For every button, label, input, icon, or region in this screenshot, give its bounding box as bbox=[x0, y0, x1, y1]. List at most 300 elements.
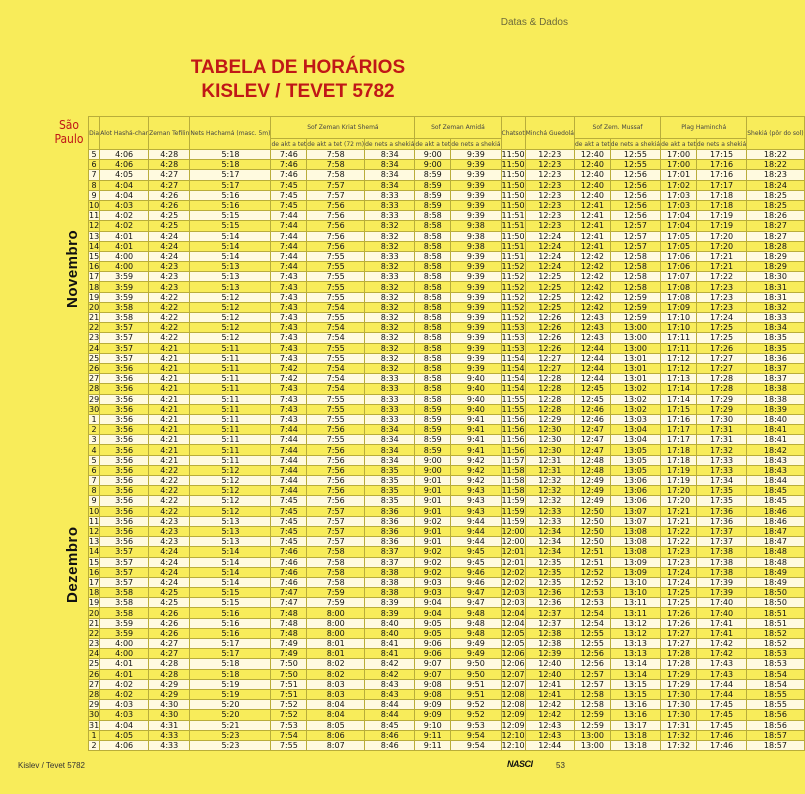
time-cell: 9:45 bbox=[451, 547, 501, 557]
time-cell: 7:54 bbox=[307, 374, 365, 384]
time-cell: 5:18 bbox=[190, 160, 271, 170]
time-cell: 12:04 bbox=[501, 618, 525, 628]
subheader: de nets a shekiá bbox=[696, 140, 747, 148]
time-cell: 9:48 bbox=[451, 608, 501, 618]
time-cell: 8:46 bbox=[365, 740, 415, 750]
time-cell: 17:07 bbox=[661, 272, 697, 282]
time-cell: 17:19 bbox=[696, 211, 746, 221]
day-cell: 18 bbox=[89, 282, 100, 292]
time-cell: 3:56 bbox=[100, 516, 149, 526]
time-cell: 17:16 bbox=[661, 414, 697, 424]
time-cell: 17:02 bbox=[661, 180, 697, 190]
time-cell: 4:21 bbox=[149, 343, 190, 353]
time-cell: 13:14 bbox=[610, 669, 660, 679]
time-cell: 18:54 bbox=[747, 669, 804, 679]
time-cell: 4:03 bbox=[100, 710, 149, 720]
time-cell: 13:12 bbox=[610, 628, 660, 638]
time-cell: 11:52 bbox=[501, 292, 525, 302]
time-cell: 11:50 bbox=[501, 170, 525, 180]
time-cell: 9:11 bbox=[415, 740, 451, 750]
time-cell: 12:58 bbox=[610, 272, 660, 282]
time-cell: 5:11 bbox=[190, 384, 271, 394]
time-cell: 9:42 bbox=[451, 455, 501, 465]
time-cell: 18:51 bbox=[747, 618, 804, 628]
time-cell: 12:23 bbox=[525, 170, 574, 180]
time-cell: 11:50 bbox=[501, 190, 525, 200]
time-cell: 4:23 bbox=[149, 262, 190, 272]
time-cell: 9:41 bbox=[451, 425, 501, 435]
day-cell: 30 bbox=[89, 404, 100, 414]
time-cell: 17:19 bbox=[661, 465, 697, 475]
table-row bbox=[89, 262, 805, 272]
time-cell: 5:18 bbox=[190, 150, 271, 160]
time-cell: 11:52 bbox=[501, 313, 525, 323]
time-cell: 4:28 bbox=[149, 659, 190, 669]
time-cell: 12:03 bbox=[501, 588, 525, 598]
time-cell: 12:32 bbox=[525, 486, 574, 496]
time-cell: 17:36 bbox=[696, 516, 746, 526]
time-cell: 7:44 bbox=[271, 465, 307, 475]
time-cell: 4:22 bbox=[149, 486, 190, 496]
table-row bbox=[89, 577, 805, 587]
time-cell: 9:39 bbox=[451, 211, 501, 221]
time-cell: 8:33 bbox=[365, 200, 415, 210]
time-cell: 12:56 bbox=[610, 200, 660, 210]
time-cell: 3:56 bbox=[100, 384, 149, 394]
day-cell: 19 bbox=[89, 292, 100, 302]
time-cell: 5:12 bbox=[190, 313, 271, 323]
time-cell: 12:49 bbox=[574, 476, 610, 486]
time-cell: 7:45 bbox=[271, 526, 307, 536]
time-cell: 3:56 bbox=[100, 374, 149, 384]
time-cell: 9:39 bbox=[451, 170, 501, 180]
time-cell: 4:00 bbox=[100, 639, 149, 649]
day-cell: 15 bbox=[89, 557, 100, 567]
time-cell: 8:32 bbox=[365, 313, 415, 323]
col-header-shekia: Shekiá (pôr do sol) bbox=[747, 117, 804, 150]
time-cell: 8:58 bbox=[415, 343, 451, 353]
table-row bbox=[89, 282, 805, 292]
time-cell: 17:18 bbox=[661, 455, 697, 465]
time-cell: 9:02 bbox=[415, 557, 451, 567]
time-cell: 4:28 bbox=[149, 160, 190, 170]
time-cell: 13:00 bbox=[574, 730, 610, 740]
time-cell: 12:48 bbox=[574, 465, 610, 475]
time-cell: 3:59 bbox=[100, 628, 149, 638]
time-cell: 13:02 bbox=[610, 404, 660, 414]
time-cell: 8:58 bbox=[415, 282, 451, 292]
time-cell: 7:48 bbox=[271, 608, 307, 618]
time-cell: 13:00 bbox=[574, 740, 610, 750]
time-cell: 4:01 bbox=[100, 659, 149, 669]
time-cell: 9:45 bbox=[451, 557, 501, 567]
time-cell: 12:56 bbox=[610, 170, 660, 180]
time-cell: 12:41 bbox=[574, 221, 610, 231]
time-cell: 3:57 bbox=[100, 323, 149, 333]
time-cell: 9:49 bbox=[451, 639, 501, 649]
time-cell: 4:21 bbox=[149, 435, 190, 445]
time-cell: 17:16 bbox=[696, 170, 746, 180]
table-row bbox=[89, 740, 805, 750]
time-cell: 12:59 bbox=[574, 720, 610, 730]
time-cell: 8:59 bbox=[415, 180, 451, 190]
time-cell: 17:21 bbox=[661, 516, 697, 526]
time-cell: 7:44 bbox=[271, 455, 307, 465]
time-cell: 8:32 bbox=[365, 323, 415, 333]
day-cell: 31 bbox=[89, 720, 100, 730]
table-row bbox=[89, 445, 805, 455]
time-cell: 7:46 bbox=[271, 567, 307, 577]
time-cell: 7:56 bbox=[307, 476, 365, 486]
time-cell: 5:16 bbox=[190, 608, 271, 618]
time-cell: 17:18 bbox=[661, 445, 697, 455]
time-cell: 12:05 bbox=[501, 628, 525, 638]
time-cell: 5:12 bbox=[190, 486, 271, 496]
time-cell: 9:01 bbox=[415, 496, 451, 506]
time-cell: 12:41 bbox=[525, 679, 574, 689]
table-row bbox=[89, 221, 805, 231]
time-cell: 7:56 bbox=[307, 221, 365, 231]
day-cell: 18 bbox=[89, 588, 100, 598]
time-cell: 12:32 bbox=[525, 476, 574, 486]
time-cell: 8:43 bbox=[365, 689, 415, 699]
time-cell: 13:02 bbox=[610, 384, 660, 394]
time-cell: 12:58 bbox=[574, 700, 610, 710]
time-cell: 9:39 bbox=[451, 343, 501, 353]
time-cell: 12:50 bbox=[574, 516, 610, 526]
time-cell: 17:32 bbox=[661, 730, 697, 740]
time-cell: 7:51 bbox=[271, 679, 307, 689]
time-cell: 4:22 bbox=[149, 333, 190, 343]
time-cell: 3:57 bbox=[100, 333, 149, 343]
time-cell: 8:58 bbox=[415, 363, 451, 373]
time-cell: 8:44 bbox=[365, 700, 415, 710]
day-cell: 10 bbox=[89, 506, 100, 516]
month-label-december: Dezembro bbox=[64, 526, 81, 603]
time-cell: 7:55 bbox=[307, 414, 365, 424]
time-cell: 12:05 bbox=[501, 639, 525, 649]
time-cell: 17:05 bbox=[661, 241, 697, 251]
time-cell: 5:18 bbox=[190, 659, 271, 669]
time-cell: 7:47 bbox=[271, 588, 307, 598]
time-cell: 4:26 bbox=[149, 628, 190, 638]
time-cell: 12:40 bbox=[525, 669, 574, 679]
time-cell: 12:42 bbox=[574, 302, 610, 312]
time-cell: 4:21 bbox=[149, 425, 190, 435]
time-cell: 3:56 bbox=[100, 435, 149, 445]
table-row bbox=[89, 414, 805, 424]
time-cell: 13:08 bbox=[610, 547, 660, 557]
time-cell: 3:57 bbox=[100, 577, 149, 587]
time-cell: 12:27 bbox=[525, 353, 574, 363]
time-cell: 8:33 bbox=[365, 190, 415, 200]
time-cell: 7:43 bbox=[271, 394, 307, 404]
time-cell: 11:52 bbox=[501, 262, 525, 272]
time-cell: 9:39 bbox=[451, 282, 501, 292]
time-cell: 7:42 bbox=[271, 374, 307, 384]
time-cell: 18:30 bbox=[747, 272, 804, 282]
time-cell: 12:57 bbox=[610, 241, 660, 251]
table-row bbox=[89, 363, 805, 373]
day-cell: 25 bbox=[89, 353, 100, 363]
time-cell: 4:22 bbox=[149, 302, 190, 312]
subheader: de nets a shekiá bbox=[610, 140, 661, 148]
time-cell: 9:39 bbox=[451, 302, 501, 312]
time-cell: 9:02 bbox=[415, 567, 451, 577]
time-cell: 17:26 bbox=[661, 618, 697, 628]
time-cell: 7:57 bbox=[307, 537, 365, 547]
time-cell: 12:46 bbox=[574, 404, 610, 414]
time-cell: 17:10 bbox=[661, 323, 697, 333]
time-cell: 17:17 bbox=[661, 435, 697, 445]
time-cell: 5:12 bbox=[190, 302, 271, 312]
time-cell: 9:38 bbox=[451, 221, 501, 231]
day-cell: 10 bbox=[89, 201, 100, 211]
time-cell: 17:00 bbox=[661, 160, 697, 170]
time-cell: 9:04 bbox=[415, 598, 451, 608]
table-row bbox=[89, 343, 805, 353]
time-cell: 4:22 bbox=[149, 313, 190, 323]
time-cell: 12:43 bbox=[525, 720, 574, 730]
time-cell: 9:44 bbox=[451, 526, 501, 536]
time-cell: 11:53 bbox=[501, 323, 525, 333]
time-cell: 7:44 bbox=[271, 425, 307, 435]
day-cell: 23 bbox=[89, 639, 100, 649]
time-cell: 18:56 bbox=[747, 710, 804, 720]
time-cell: 5:15 bbox=[190, 588, 271, 598]
day-cell: 12 bbox=[89, 221, 100, 231]
time-cell: 5:11 bbox=[190, 404, 271, 414]
subheader: de akt a tet (72 m) bbox=[307, 140, 365, 148]
time-cell: 8:07 bbox=[307, 740, 365, 750]
day-cell: 1 bbox=[89, 414, 100, 424]
time-cell: 17:38 bbox=[696, 547, 746, 557]
time-cell: 8:05 bbox=[307, 720, 365, 730]
time-cell: 5:11 bbox=[190, 425, 271, 435]
time-cell: 8:33 bbox=[365, 394, 415, 404]
time-cell: 12:03 bbox=[501, 598, 525, 608]
day-cell: 19 bbox=[89, 598, 100, 608]
time-cell: 12:41 bbox=[525, 689, 574, 699]
time-cell: 18:46 bbox=[747, 506, 804, 516]
time-cell: 13:16 bbox=[610, 710, 660, 720]
time-cell: 7:54 bbox=[307, 302, 365, 312]
time-cell: 8:58 bbox=[415, 302, 451, 312]
time-cell: 17:23 bbox=[661, 547, 697, 557]
time-cell: 4:24 bbox=[149, 577, 190, 587]
time-cell: 17:27 bbox=[661, 628, 697, 638]
time-cell: 4:28 bbox=[149, 150, 190, 160]
time-cell: 17:04 bbox=[661, 211, 697, 221]
time-cell: 18:37 bbox=[747, 374, 804, 384]
time-cell: 13:06 bbox=[610, 486, 660, 496]
time-cell: 5:16 bbox=[190, 190, 271, 200]
time-cell: 17:06 bbox=[661, 262, 697, 272]
time-cell: 7:56 bbox=[307, 211, 365, 221]
time-cell: 5:16 bbox=[190, 618, 271, 628]
time-cell: 18:48 bbox=[747, 547, 804, 557]
time-cell: 13:13 bbox=[610, 639, 660, 649]
time-cell: 4:30 bbox=[149, 700, 190, 710]
time-cell: 7:55 bbox=[271, 740, 307, 750]
time-cell: 9:43 bbox=[451, 486, 501, 496]
time-cell: 5:15 bbox=[190, 211, 271, 221]
time-cell: 9:03 bbox=[415, 588, 451, 598]
table-row bbox=[89, 231, 805, 241]
time-cell: 12:42 bbox=[574, 262, 610, 272]
time-cell: 12:57 bbox=[574, 669, 610, 679]
time-cell: 11:59 bbox=[501, 506, 525, 516]
col-header-alot: Alot Hashá-char bbox=[100, 117, 149, 150]
time-cell: 17:28 bbox=[696, 374, 746, 384]
time-cell: 12:46 bbox=[574, 414, 610, 424]
table-row bbox=[89, 292, 805, 302]
time-cell: 7:53 bbox=[271, 720, 307, 730]
time-cell: 13:06 bbox=[610, 496, 660, 506]
day-cell: 22 bbox=[89, 628, 100, 638]
time-cell: 13:05 bbox=[610, 465, 660, 475]
time-cell: 11:56 bbox=[501, 425, 525, 435]
day-cell: 9 bbox=[89, 496, 100, 506]
city-label bbox=[52, 118, 86, 146]
table-row bbox=[89, 404, 805, 414]
time-cell: 3:56 bbox=[100, 526, 149, 536]
time-cell: 8:32 bbox=[365, 262, 415, 272]
time-cell: 5:23 bbox=[190, 740, 271, 750]
time-cell: 7:55 bbox=[307, 394, 365, 404]
time-cell: 8:34 bbox=[365, 435, 415, 445]
time-cell: 11:55 bbox=[501, 404, 525, 414]
time-cell: 11:50 bbox=[501, 160, 525, 170]
time-cell: 4:27 bbox=[149, 180, 190, 190]
time-cell: 9:03 bbox=[415, 577, 451, 587]
time-cell: 7:46 bbox=[271, 150, 307, 160]
time-cell: 12:06 bbox=[501, 659, 525, 669]
time-cell: 9:53 bbox=[451, 720, 501, 730]
time-cell: 8:34 bbox=[365, 455, 415, 465]
time-cell: 12:28 bbox=[525, 374, 574, 384]
time-cell: 17:26 bbox=[661, 608, 697, 618]
time-cell: 5:11 bbox=[190, 353, 271, 363]
table-row bbox=[89, 374, 805, 384]
time-cell: 17:45 bbox=[696, 700, 746, 710]
time-cell: 8:00 bbox=[307, 618, 365, 628]
time-cell: 7:54 bbox=[271, 730, 307, 740]
time-cell: 18:25 bbox=[747, 200, 804, 210]
time-cell: 17:23 bbox=[661, 557, 697, 567]
time-cell: 8:32 bbox=[365, 292, 415, 302]
time-cell: 17:15 bbox=[696, 150, 746, 160]
time-cell: 8:58 bbox=[415, 211, 451, 221]
time-cell: 12:36 bbox=[525, 598, 574, 608]
day-cell: 16 bbox=[89, 567, 100, 577]
table-row bbox=[89, 333, 805, 343]
time-cell: 12:07 bbox=[501, 669, 525, 679]
time-cell: 4:28 bbox=[149, 669, 190, 679]
time-cell: 12:24 bbox=[525, 231, 574, 241]
time-cell: 9:01 bbox=[415, 537, 451, 547]
time-cell: 11:50 bbox=[501, 180, 525, 190]
time-cell: 12:41 bbox=[574, 231, 610, 241]
time-cell: 9:38 bbox=[451, 231, 501, 241]
time-cell: 17:31 bbox=[696, 425, 746, 435]
time-cell: 7:45 bbox=[271, 506, 307, 516]
time-cell: 18:44 bbox=[747, 476, 804, 486]
time-cell: 7:43 bbox=[271, 343, 307, 353]
time-cell: 12:56 bbox=[610, 190, 660, 200]
time-cell: 17:37 bbox=[696, 526, 746, 536]
time-cell: 18:47 bbox=[747, 537, 804, 547]
time-cell: 17:25 bbox=[661, 588, 697, 598]
time-cell: 7:44 bbox=[271, 231, 307, 241]
time-cell: 17:22 bbox=[696, 272, 746, 282]
time-cell: 18:31 bbox=[747, 292, 804, 302]
time-cell: 5:13 bbox=[190, 526, 271, 536]
time-cell: 7:51 bbox=[271, 689, 307, 699]
time-cell: 17:08 bbox=[661, 292, 697, 302]
day-cell: 5 bbox=[89, 150, 100, 160]
time-cell: 7:44 bbox=[271, 486, 307, 496]
time-cell: 12:43 bbox=[574, 313, 610, 323]
time-cell: 18:23 bbox=[747, 170, 804, 180]
time-cell: 12:53 bbox=[574, 588, 610, 598]
time-cell: 12:37 bbox=[525, 608, 574, 618]
time-cell: 12:51 bbox=[574, 547, 610, 557]
time-cell: 5:12 bbox=[190, 333, 271, 343]
time-cell: 5:17 bbox=[190, 639, 271, 649]
time-cell: 3:56 bbox=[100, 496, 149, 506]
time-cell: 7:58 bbox=[307, 547, 365, 557]
time-cell: 13:09 bbox=[610, 557, 660, 567]
time-cell: 9:04 bbox=[415, 608, 451, 618]
col-header-tefilin: Zeman Tefilin bbox=[149, 117, 190, 150]
time-cell: 17:22 bbox=[661, 537, 697, 547]
time-cell: 12:37 bbox=[525, 618, 574, 628]
time-cell: 5:13 bbox=[190, 537, 271, 547]
time-cell: 5:15 bbox=[190, 221, 271, 231]
time-cell: 17:37 bbox=[696, 537, 746, 547]
time-cell: 8:00 bbox=[307, 608, 365, 618]
time-cell: 17:41 bbox=[696, 628, 746, 638]
time-cell: 8:32 bbox=[365, 231, 415, 241]
time-cell: 4:26 bbox=[149, 618, 190, 628]
time-cell: 4:23 bbox=[149, 272, 190, 282]
day-cell: 26 bbox=[89, 669, 100, 679]
table-row bbox=[89, 170, 805, 180]
time-cell: 12:41 bbox=[574, 241, 610, 251]
time-cell: 7:45 bbox=[271, 200, 307, 210]
time-cell: 9:39 bbox=[451, 323, 501, 333]
time-cell: 17:21 bbox=[661, 506, 697, 516]
time-cell: 18:36 bbox=[747, 353, 804, 363]
time-cell: 8:58 bbox=[415, 333, 451, 343]
time-cell: 9:00 bbox=[415, 465, 451, 475]
time-cell: 4:00 bbox=[100, 262, 149, 272]
time-cell: 12:33 bbox=[525, 506, 574, 516]
time-cell: 9:46 bbox=[451, 577, 501, 587]
time-cell: 13:06 bbox=[610, 476, 660, 486]
time-cell: 12:07 bbox=[501, 679, 525, 689]
time-cell: 5:14 bbox=[190, 241, 271, 251]
time-cell: 17:16 bbox=[696, 160, 746, 170]
time-cell: 18:56 bbox=[747, 720, 804, 730]
time-cell: 17:43 bbox=[696, 659, 746, 669]
col-header-plag: Plag Haminchá bbox=[661, 117, 747, 139]
table-row bbox=[89, 557, 805, 567]
time-cell: 7:58 bbox=[307, 170, 365, 180]
time-cell: 12:45 bbox=[574, 384, 610, 394]
time-cell: 4:03 bbox=[100, 700, 149, 710]
